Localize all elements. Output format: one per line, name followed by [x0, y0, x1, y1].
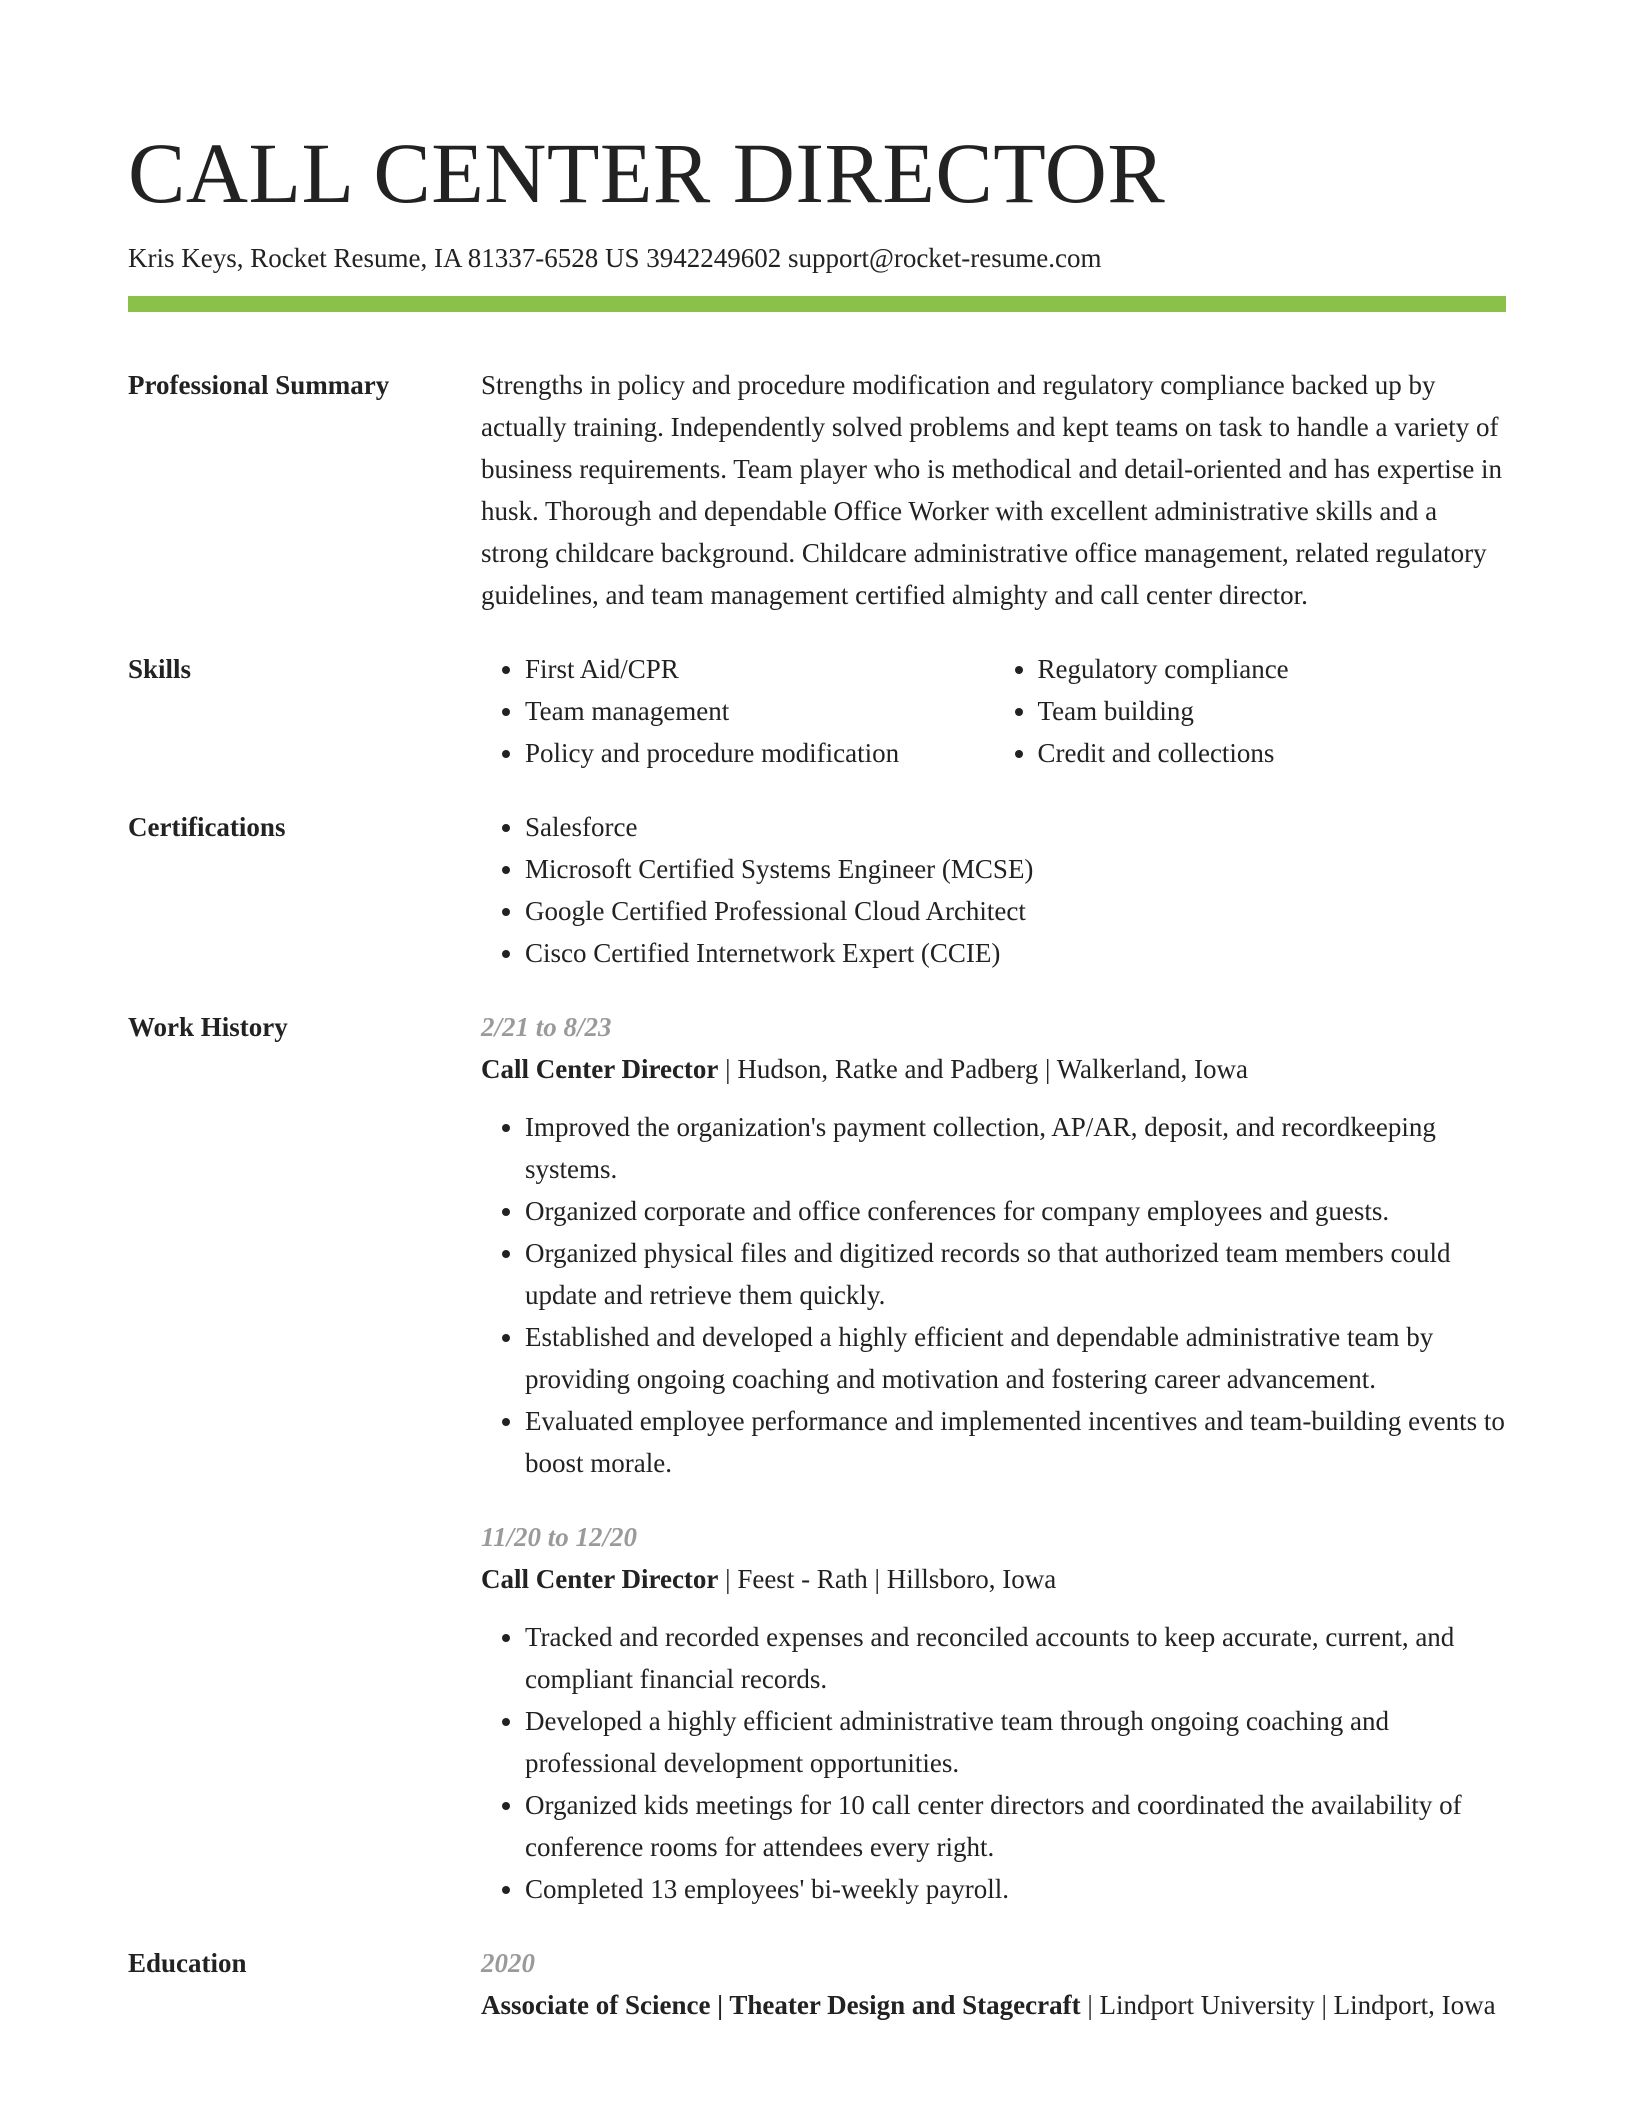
job-header: [481, 1558, 1506, 1600]
job-details: | Hudson, Ratke and Padberg | Walkerland, Iowa: [718, 1054, 1248, 1084]
job-dates: 11/20 to 12/20: [481, 1522, 638, 1552]
job-bullets: [481, 1106, 1506, 1484]
summary-heading: Professional Summary: [128, 370, 390, 400]
skills-column-2: [994, 648, 1507, 774]
job-bullet: • Improved the organization's payment collection, AP/AR, deposit, and recordkeeping systems.: [525, 1106, 1506, 1190]
resume-page: [128, 118, 1506, 2026]
skill-item: • First Aid/CPR: [525, 648, 994, 690]
summary-text: Strengths in policy and procedure modification and regulatory compliance backed up by actually training. Independently solved problems and kept teams on task to handle a variety of business requirements. Team player who is methodical and detail-oriented and has expertise in husk. Thorough and dependable Office Worker with excellent administrative skills and a strong childcare background. Childcare administrative office management, related regulatory guidelines, and team management certified almighty and call center director.: [481, 370, 1503, 610]
certification-item: • Cisco Certified Internetwork Expert (CCIE): [525, 932, 1506, 974]
job-bullet: • Completed 13 employees' bi-weekly payroll.: [525, 1868, 1506, 1910]
skills-grid: [481, 648, 1506, 774]
education-heading: Education: [128, 1948, 247, 1978]
job-entry: [481, 1516, 1506, 1910]
job-role: Call Center Director: [481, 1054, 719, 1084]
skills-section: [128, 648, 1506, 774]
job-dates: 2/21 to 8/23: [481, 1012, 612, 1042]
job-bullet: • Developed a highly efficient administrative team through ongoing coaching and professional development opportunities.: [525, 1700, 1506, 1784]
job-bullet: • Organized physical files and digitized records so that authorized team members could update and retrieve them quickly.: [525, 1232, 1506, 1316]
job-bullet: • Organized corporate and office conferences for company employees and guests.: [525, 1190, 1506, 1232]
accent-divider: [128, 296, 1506, 312]
skill-item: • Team management: [525, 690, 994, 732]
certifications-section: [128, 806, 1506, 974]
job-role: Call Center Director: [481, 1564, 719, 1594]
certifications-list: [481, 806, 1506, 974]
job-details: | Feest - Rath | Hillsboro, Iowa: [718, 1564, 1057, 1594]
certifications-body: [481, 806, 1506, 974]
certification-item: • Salesforce: [525, 806, 1506, 848]
job-bullet: • Established and developed a highly efficient and dependable administrative team by providing ongoing coaching and motivation and fostering career advancement.: [525, 1316, 1506, 1400]
job-bullet: • Organized kids meetings for 10 call center directors and coordinated the availability of conference rooms for attendees every right.: [525, 1784, 1506, 1868]
skill-item: • Regulatory compliance: [1038, 648, 1507, 690]
summary-section: [128, 364, 1506, 616]
work-history-body: [481, 1006, 1506, 1910]
job-header: [481, 1048, 1506, 1090]
education-entry: [481, 1984, 1506, 2026]
education-details: | Lindport University | Lindport, Iowa: [1080, 1990, 1496, 2020]
skills-heading: Skills: [128, 654, 192, 684]
certification-item: • Google Certified Professional Cloud Architect: [525, 890, 1506, 932]
contact-line: Kris Keys, Rocket Resume, IA 81337-6528 US 3942249602 support@rocket-resume.com: [128, 243, 1102, 273]
work-history-heading: Work History: [128, 1012, 288, 1042]
certification-item: • Microsoft Certified Systems Engineer (MCSE): [525, 848, 1506, 890]
job-bullet: • Tracked and recorded expenses and reconciled accounts to keep accurate, current, and compliant financial records.: [525, 1616, 1506, 1700]
job-bullets: [481, 1616, 1506, 1910]
work-history-section: [128, 1006, 1506, 1910]
education-date: 2020: [481, 1948, 535, 1978]
education-section: [128, 1942, 1506, 2026]
job-bullet: • Evaluated employee performance and implemented incentives and team-building events to boost morale.: [525, 1400, 1506, 1484]
certifications-heading: Certifications: [128, 812, 286, 842]
skill-item: • Credit and collections: [1038, 732, 1507, 774]
education-degree: Associate of Science | Theater Design and Stagecraft: [481, 1990, 1081, 2020]
job-entry: [481, 1006, 1506, 1484]
skill-item: • Policy and procedure modification: [525, 732, 994, 774]
skills-column-1: [481, 648, 994, 774]
education-body: [481, 1942, 1506, 2026]
resume-title: CALL CENTER DIRECTOR: [128, 125, 1166, 221]
skill-item: • Team building: [1038, 690, 1507, 732]
